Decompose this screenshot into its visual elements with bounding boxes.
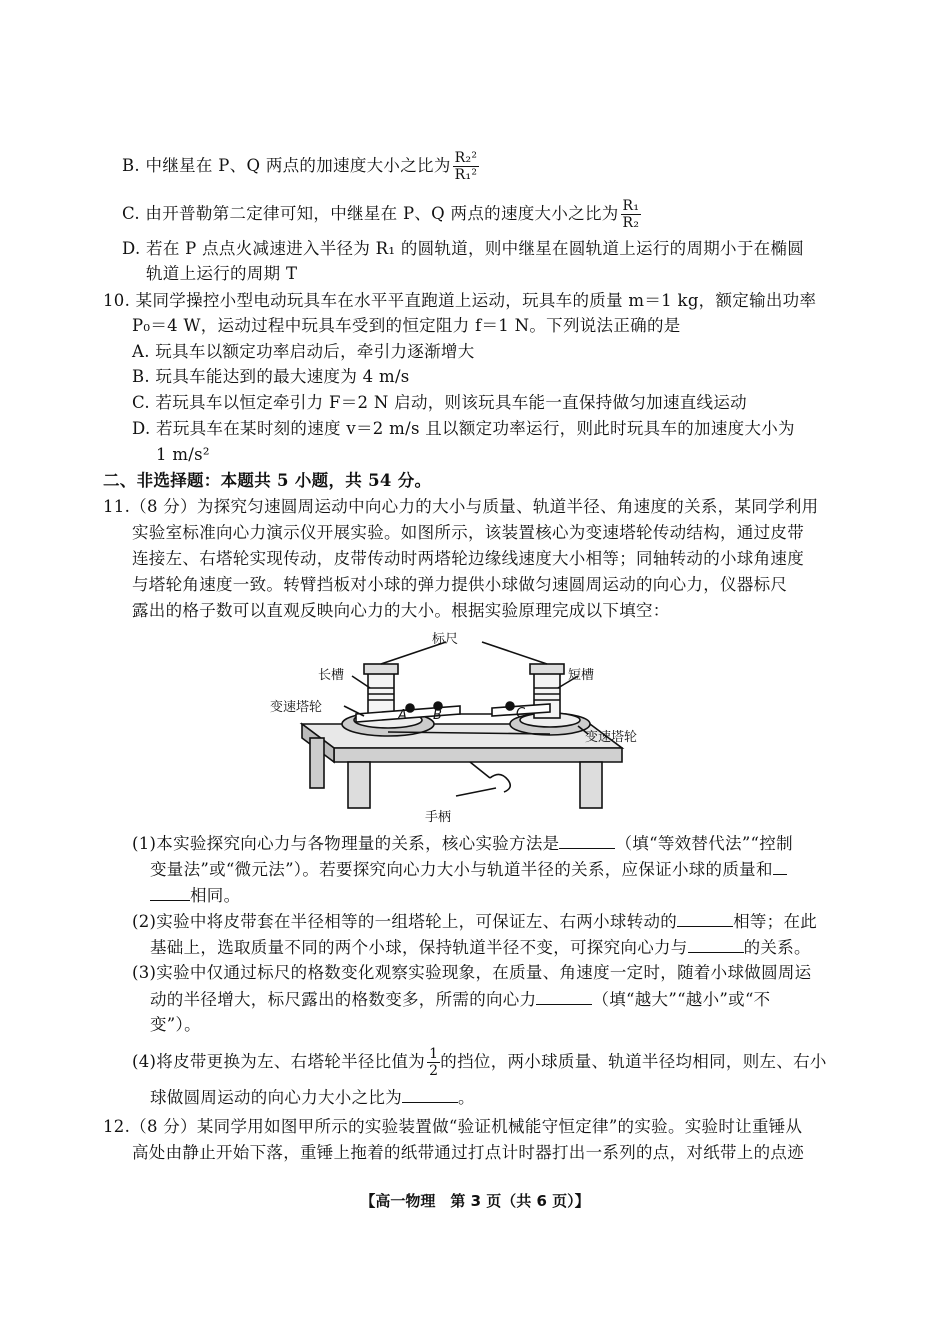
q11-sub1-line3 (150, 884, 240, 907)
q11-sub1-line1 (132, 832, 793, 855)
answer-blank[interactable] (150, 884, 190, 901)
q11-sub1-line2 (150, 858, 787, 881)
section-heading: 二、非选择题：本题共 5 小题，共 54 分。 (103, 471, 432, 490)
label-ball-b: B (433, 708, 442, 723)
q12-stem-line1: 12.（8 分）某同学用如图甲所示的实验装置做“验证机械能守恒定律”的实验。实验时让重锤从 (103, 1117, 803, 1136)
q11-sub3-line3: 变”）。 (150, 1015, 201, 1034)
q10-option-c: C. 若玩具车以恒定牵引力 F＝2 N 启动，则该玩具车能一直保持做匀加速直线运动 (132, 393, 747, 412)
q11-sub2-text-a: (2)实验中将皮带套在半径相等的一组塔轮上，可保证左、右两小球转动的 (132, 912, 678, 931)
answer-blank[interactable] (536, 988, 592, 1005)
q11-sub4-fraction (427, 1046, 440, 1079)
q9-option-b-fraction (453, 150, 480, 183)
label-talun-left: 变速塔轮 (270, 700, 323, 715)
answer-blank[interactable] (677, 910, 733, 927)
answer-blank[interactable] (402, 1086, 458, 1103)
q10-stem-line1: 10. 某同学操控小型电动玩具车在水平平直跑道上运动，玩具车的质量 m＝1 kg，额定输出功率 (103, 291, 817, 310)
label-changcao: 长槽 (318, 668, 345, 683)
q11-sub4-text-a: (4)将皮带更换为左、右塔轮半径比值为 (132, 1052, 426, 1071)
q9-option-d-line1: D. 若在 P 点点火减速进入半径为 R₁ 的圆轨道，则中继星在圆轨道上运行的周期小于在椭圆 (122, 239, 805, 258)
page-footer: 【高一物理 第 3 页（共 6 页）】 (360, 1192, 590, 1210)
q10-option-a: A. 玩具车以额定功率启动后，牵引力逐渐增大 (132, 342, 475, 361)
answer-blank[interactable] (773, 858, 787, 875)
q11-sub3-text-b: 动的半径增大，标尺露出的格数变多，所需的向心力 (150, 990, 537, 1009)
q11-sub2-text-c: 基础上，选取质量不同的两个小球，保持轨道半径不变，可探究向心力与 (150, 938, 688, 957)
q11-sub2-text-b: 相等；在此 (733, 912, 818, 931)
label-duancao: 短槽 (568, 668, 595, 683)
frac-denominator: R₁² (454, 167, 478, 183)
q10-option-d-line2: 1 m/s² (156, 445, 210, 464)
q9-option-b-text: B. 中继星在 P、Q 两点的加速度大小之比为 (122, 156, 451, 175)
q11-sub3-line2 (150, 988, 770, 1011)
answer-blank[interactable] (688, 936, 744, 953)
q11-stem-line2: 实验室标准向心力演示仪开展实验。如图所示，该装置核心为变速塔轮传动结构，通过皮带 (132, 523, 804, 542)
q11-stem-line4: 与塔轮角速度一致。转臂挡板对小球的弹力提供小球做匀速圆周运动的向心力，仪器标尺 (132, 575, 788, 594)
q10-option-d-line1: D. 若玩具车在某时刻的速度 v＝2 m/s 且以额定功率运行，则此时玩具车的加速度大小为 (132, 419, 795, 438)
q11-stem-line5: 露出的格子数可以直观反映向心力的大小。根据实验原理完成以下填空： (132, 601, 670, 620)
q11-sub2-text-d: 的关系。 (743, 938, 811, 957)
q9-option-c (122, 198, 641, 231)
q9-option-c-fraction (621, 198, 642, 231)
answer-blank[interactable] (559, 832, 615, 849)
label-ball-a: A (398, 708, 407, 723)
q11-sub4-text-b: 的挡位，两小球质量、轨道半径均相同，则左、右小 (440, 1052, 827, 1071)
label-biaochi: 标尺 (432, 632, 459, 647)
q11-stem-line1: 11.（8 分）为探究匀速圆周运动中向心力的大小与质量、轨道半径、角速度的关系，某同学利用 (103, 497, 819, 516)
label-shoubing: 手柄 (425, 810, 452, 825)
q9-option-d-line2: 轨道上运行的周期 T (146, 264, 298, 283)
q9-option-b (122, 150, 479, 183)
q11-stem-line3: 连接左、右塔轮实现传动，皮带传动时两塔轮边缘线速度大小相等；同轴转动的小球角速度 (132, 549, 804, 568)
q11-sub3-text-c: （填“越大”“越小”或“不 (592, 990, 771, 1009)
frac-denominator: R₂ (622, 215, 640, 231)
frac-numerator: R₁ (622, 198, 640, 214)
frac-numerator: R₂² (454, 150, 478, 166)
q11-sub4-text-c: 球做圆周运动的向心力大小之比为 (150, 1088, 402, 1107)
frac-numerator: 1 (429, 1046, 439, 1062)
q11-sub1-text-b: （填“等效替代法”“控制 (615, 834, 793, 853)
q9-option-c-text: C. 由开普勒第二定律可知，中继星在 P、Q 两点的速度大小之比为 (122, 204, 619, 223)
q11-sub1-text-c: 变量法”或“微元法”）。若要探究向心力大小与轨道半径的关系，应保证小球的质量和 (150, 860, 773, 879)
q11-sub4-line2 (150, 1086, 475, 1109)
q10-stem-line2: P₀＝4 W，运动过程中玩具车受到的恒定阻力 f＝1 N。下列说法正确的是 (132, 316, 681, 335)
frac-denominator: 2 (429, 1063, 439, 1079)
label-talun-right: 变速塔轮 (585, 730, 638, 745)
q11-sub3-line1: (3)实验中仅通过标尺的格数变化观察实验现象，在质量、角速度一定时，随着小球做圆周运 (132, 963, 812, 982)
q11-sub1-text-d: 相同。 (190, 886, 241, 905)
q10-option-b: B. 玩具车能达到的最大速度为 4 m/s (132, 367, 410, 386)
q11-sub1-text-a: (1)本实验探究向心力与各物理量的关系，核心实验方法是 (132, 834, 560, 853)
q11-sub4-text-d: 。 (458, 1088, 475, 1107)
q12-stem-line2: 高处由静止开始下落，重锤上拖着的纸带通过打点计时器打出一系列的点，对纸带上的点迹 (132, 1143, 804, 1162)
q11-sub2-line1 (132, 910, 817, 933)
q11-sub2-line2 (150, 936, 811, 959)
q11-sub4-line1 (132, 1046, 827, 1079)
label-ball-c: C (516, 706, 526, 721)
